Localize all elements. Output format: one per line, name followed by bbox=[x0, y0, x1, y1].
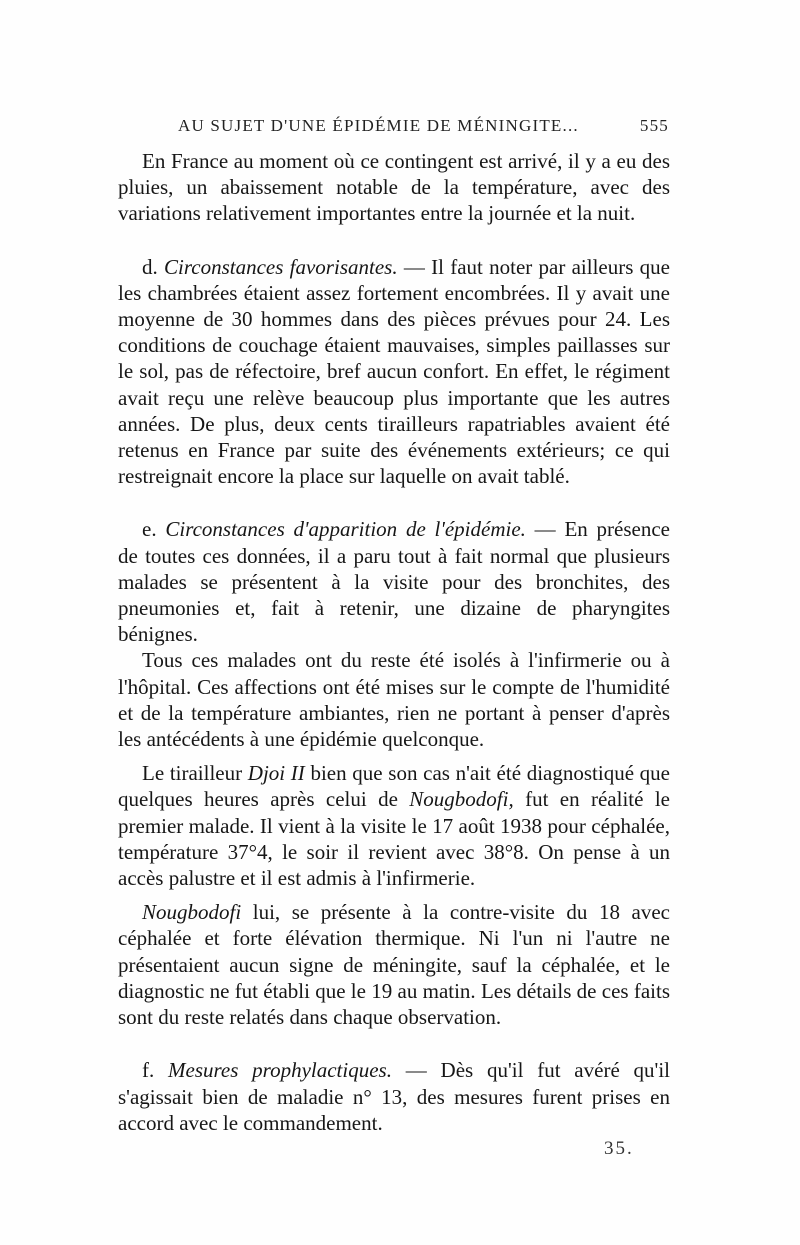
paragraph-favorisantes bbox=[118, 254, 670, 490]
paragraph-prophylaxie bbox=[118, 1057, 670, 1136]
body-text bbox=[118, 148, 670, 1136]
section-heading-e: Circonstances d'apparition de l'épidémie. bbox=[165, 517, 526, 542]
section-text-d: — Il faut noter par ailleurs que les chambrées étaient assez fortement encombrées. Il y avait une moyenne de 30 hommes dans des pièces prévues pour 24. Les conditions de couchage étaient mauvaises, simples paillasses sur le sol, pas de réfectoire, bref aucun confort. En effet, le régiment avait reçu une relève beaucoup plus importante que les autres années. De plus, deux cents tirailleurs rapatriables avaient été retenus en France par suite des événements extérieurs; ce qui restreignait encore la place sur laquelle on avait tablé. bbox=[118, 254, 670, 489]
section-label-d: d. bbox=[142, 254, 158, 279]
running-title: AU SUJET D'UNE ÉPIDÉMIE DE MÉNINGITE... bbox=[178, 116, 579, 135]
patient-name-nougbodofi: Nougbodofi, bbox=[409, 787, 514, 812]
section-heading-d: Circonstances favorisantes. bbox=[164, 254, 398, 279]
section-text-e: — En présence de toutes ces données, il a paru tout à fait normal que plusieurs malades se présentent à la visite pour des bronchites, des pneumonies et, fait à retenir, une dizaine de pharyngites bénignes. bbox=[118, 517, 670, 647]
section-label-e: e. bbox=[142, 517, 157, 542]
patient-name-nougbodofi-2: Nougbodofi bbox=[142, 900, 242, 925]
paragraph-isolation: Tous ces malades ont du reste été isolés à l'infirmerie ou à l'hôpital. Ces affections ont été mises sur le compte de l'humidité et de la température ambiantes, rien ne portant à penser d'après les antécédents à une épidémie quelconque. bbox=[118, 648, 670, 752]
section-heading-f: Mesures prophylactiques. bbox=[168, 1058, 392, 1083]
signature-mark: 35. bbox=[604, 1138, 634, 1159]
paragraph-apparition bbox=[118, 516, 670, 647]
paragraph-weather: En France au moment où ce contingent est arrivé, il y a eu des pluies, un abaissement notable de la température, avec des variations relativement importantes entre la journée et la nuit. bbox=[118, 149, 670, 226]
section-label-f: f. bbox=[142, 1058, 155, 1083]
djoi-text-start: Le tirailleur bbox=[142, 761, 248, 786]
paragraph-nougbodofi bbox=[118, 899, 670, 1030]
section-text-f: — Dès qu'il fut avéré qu'il s'agissait bien de maladie n° 13, des mesures furent prises en accord avec le commandement. bbox=[118, 1058, 670, 1135]
page-number: 555 bbox=[639, 116, 669, 135]
paragraph-djoi bbox=[118, 760, 670, 891]
djoi-text-end: fut en réalité le premier malade. Il vient à la visite le 17 août 1938 pour céphalée, température 37°4, le soir il revient avec 38°8. On pense à un accès palustre et il est admis à l'infirmerie. bbox=[118, 787, 670, 891]
running-header bbox=[178, 116, 669, 138]
nougbodofi-text: lui, se présente à la contre-visite du 18 avec céphalée et forte élévation thermique. Ni l'un ni l'autre ne présentaient aucun signe de méningite, sauf la céphalée, et le diagnostic ne fut établi que le 19 au matin. Les détails de ces faits sont du reste relatés dans chaque observation. bbox=[118, 900, 670, 1030]
patient-name-djoi: Djoi II bbox=[247, 761, 305, 786]
djoi-text-middle: bien que son cas n'ait été diagnostiqué que quelques heures après celui de bbox=[118, 761, 670, 812]
